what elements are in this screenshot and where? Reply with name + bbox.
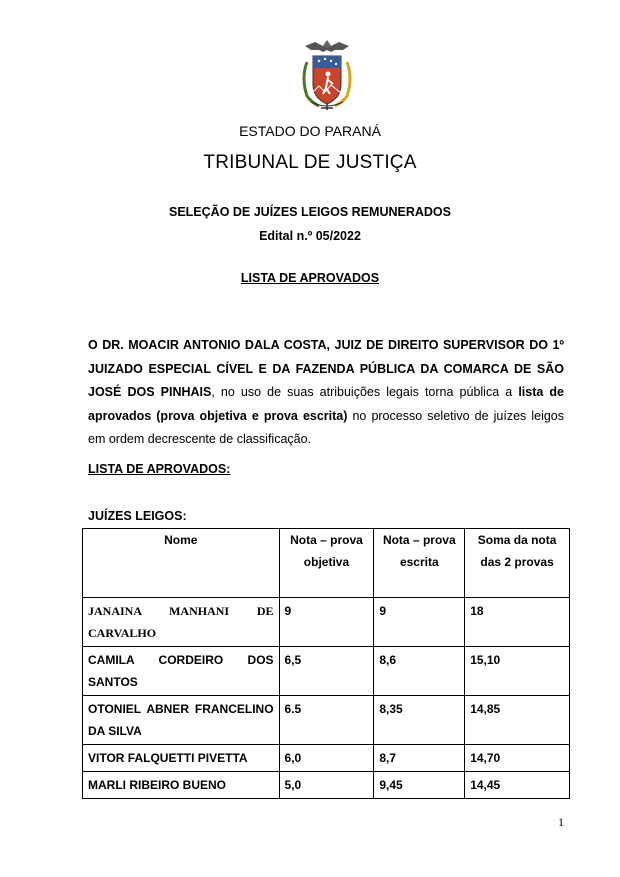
results-table <box>82 528 570 799</box>
intro-bold-part-2: lista de aprovados (prova objetiva e prova escrita) <box>88 385 565 423</box>
intro-mid-part: , no uso de suas atribuições legais torna pública a <box>211 385 519 399</box>
row-objetiva: 5,0 <box>279 772 374 799</box>
row-objetiva: 6,0 <box>279 745 374 772</box>
section-title: LISTA DE APROVADOS: <box>88 462 231 476</box>
table-row <box>83 647 570 696</box>
row-soma: 15,10 <box>465 647 570 696</box>
row-escrita: 8,6 <box>374 647 465 696</box>
intro-paragraph <box>88 334 564 452</box>
selection-title: SELEÇÃO DE JUÍZES LEIGOS REMUNERADOS <box>169 205 451 219</box>
row-escrita: 9,45 <box>374 772 465 799</box>
header-escrita: Nota – prova escrita <box>374 529 465 598</box>
parana-coat-of-arms-icon <box>297 38 357 112</box>
edital-number: Edital n.º 05/2022 <box>259 229 361 243</box>
row-soma: 14,45 <box>465 772 570 799</box>
table-header-row <box>83 529 570 598</box>
header-soma: Soma da nota das 2 provas <box>465 529 570 598</box>
list-title: LISTA DE APROVADOS <box>240 271 380 285</box>
intro-end-part: no processo seletivo de juízes leigos em ordem decrescente de classificação. <box>88 408 565 446</box>
table-row <box>83 696 570 745</box>
subsection-title: JUÍZES LEIGOS: <box>88 509 187 523</box>
page-number: 1 <box>558 815 564 829</box>
table-row <box>83 772 570 799</box>
header-objetiva: Nota – prova objetiva <box>279 529 374 598</box>
header-name: Nome <box>83 529 280 598</box>
row-name: OTONIEL ABNER FRANCELINO DA SILVA <box>83 696 280 745</box>
row-escrita: 8,35 <box>374 696 465 745</box>
row-soma: 14,70 <box>465 745 570 772</box>
row-objetiva: 6.5 <box>279 696 374 745</box>
state-name: ESTADO DO PARANÁ <box>239 123 381 139</box>
table-row <box>83 745 570 772</box>
row-objetiva: 6,5 <box>279 647 374 696</box>
row-soma: 14,85 <box>465 696 570 745</box>
row-name: CAMILA CORDEIRO DOS SANTOS <box>83 647 280 696</box>
court-name: TRIBUNAL DE JUSTIÇA <box>203 152 417 173</box>
row-objetiva: 9 <box>279 598 374 647</box>
row-escrita: 9 <box>374 598 465 647</box>
row-soma: 18 <box>465 598 570 647</box>
row-name: VITOR FALQUETTI PIVETTA <box>83 745 280 772</box>
row-escrita: 8,7 <box>374 745 465 772</box>
intro-bold-part: O DR. MOACIR ANTONIO DALA COSTA, JUIZ DE DIREITO SUPERVISOR DO 1º JUIZADO ESPECIAL CÍVEL E DA FAZENDA PÚBLICA DA COMARCA DE SÃO JOSÉ DOS PINHAIS <box>88 338 564 399</box>
row-name: MARLI RIBEIRO BUENO <box>83 772 280 799</box>
row-name: JANAINA MANHANI DE CARVALHO <box>83 598 280 647</box>
table-row <box>83 598 570 647</box>
